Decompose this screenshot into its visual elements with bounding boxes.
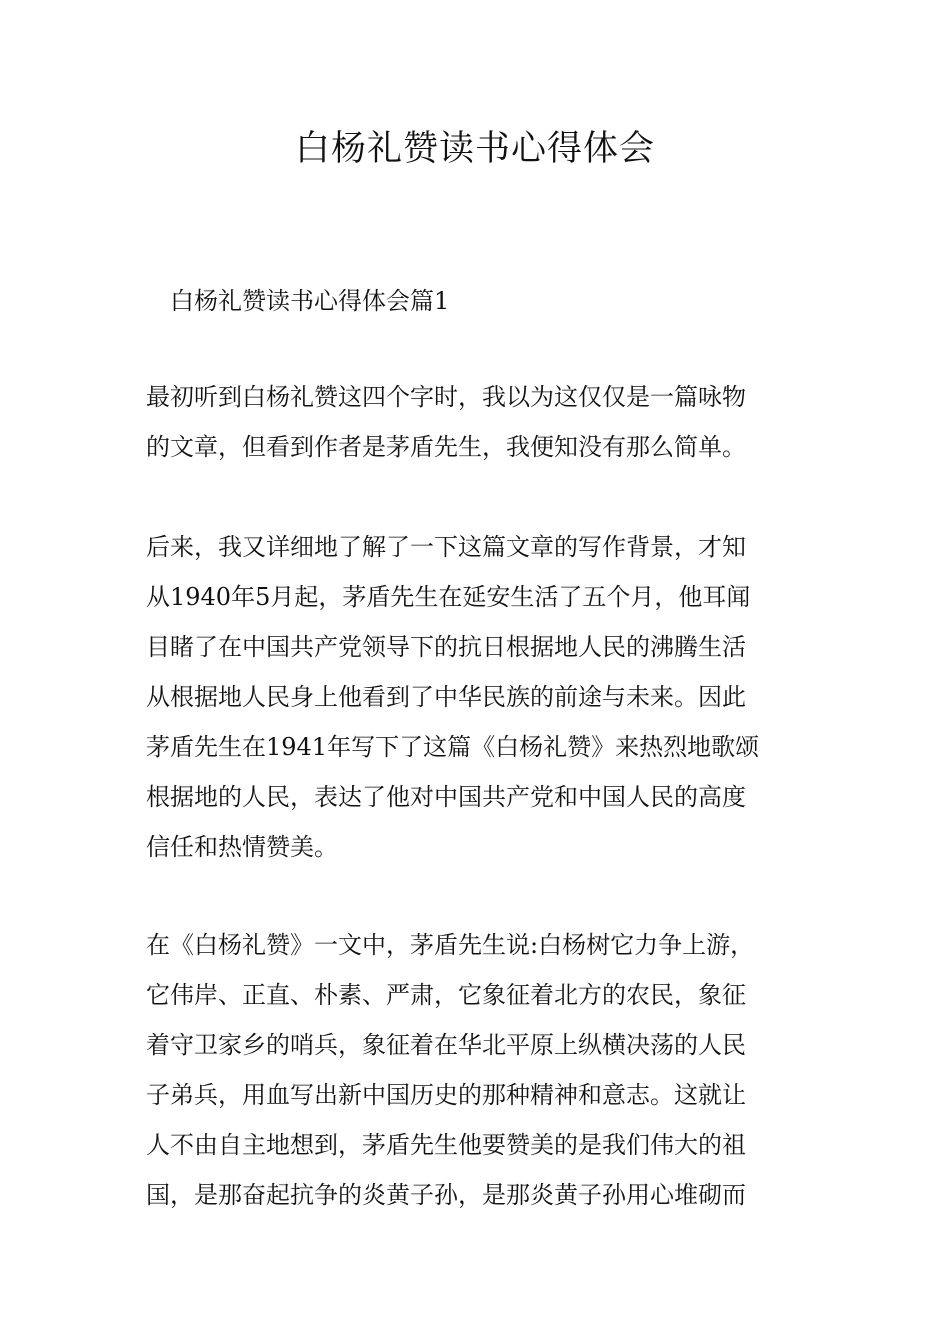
paragraph-2-line-3: 目睹了在中国共产党领导下的抗日根据地人民的沸腾生活: [146, 633, 746, 661]
paragraph-3-line-3: 着守卫家乡的哨兵，象征着在华北平原上纵横决荡的人民: [146, 1031, 746, 1059]
paragraph-3-line-2: 它伟岸、正直、朴素、严肃，它象征着北方的农民，象征: [146, 981, 746, 1009]
section-heading: 白杨礼赞读书心得体会篇1: [170, 287, 450, 315]
paragraph-2-line-5: 茅盾先生在1941年写下了这篇《白杨礼赞》来热烈地歌颂: [146, 733, 760, 761]
paragraph-2-line-1: 后来，我又详细地了解了一下这篇文章的写作背景，才知: [146, 533, 746, 561]
paragraph-2-line-6: 根据地的人民，表达了他对中国共产党和中国人民的高度: [146, 783, 746, 811]
paragraph-3-line-6: 国，是那奋起抗争的炎黄子孙，是那炎黄子孙用心堆砌而: [146, 1181, 746, 1209]
paragraph-1-line-2: 的文章，但看到作者是茅盾先生，我便知没有那么简单。: [146, 433, 746, 461]
document-title: 白杨礼赞读书心得体会: [294, 129, 655, 169]
paragraph-2-line-7: 信任和热情赞美。: [146, 833, 338, 861]
paragraph-2-line-2: 从1940年5月起，茅盾先生在延安生活了五个月，他耳闻: [146, 583, 751, 611]
paragraph-1-line-1: 最初听到白杨礼赞这四个字时，我以为这仅仅是一篇咏物: [146, 383, 746, 411]
paragraph-3-line-1: 在《白杨礼赞》一文中，茅盾先生说:白杨树它力争上游，: [146, 931, 755, 959]
paragraph-2-line-4: 从根据地人民身上他看到了中华民族的前途与未来。因此: [146, 683, 746, 711]
paragraph-3-line-5: 人不由自主地想到，茅盾先生他要赞美的是我们伟大的祖: [146, 1131, 746, 1159]
paragraph-3-line-4: 子弟兵，用血写出新中国历史的那种精神和意志。这就让: [146, 1081, 746, 1109]
